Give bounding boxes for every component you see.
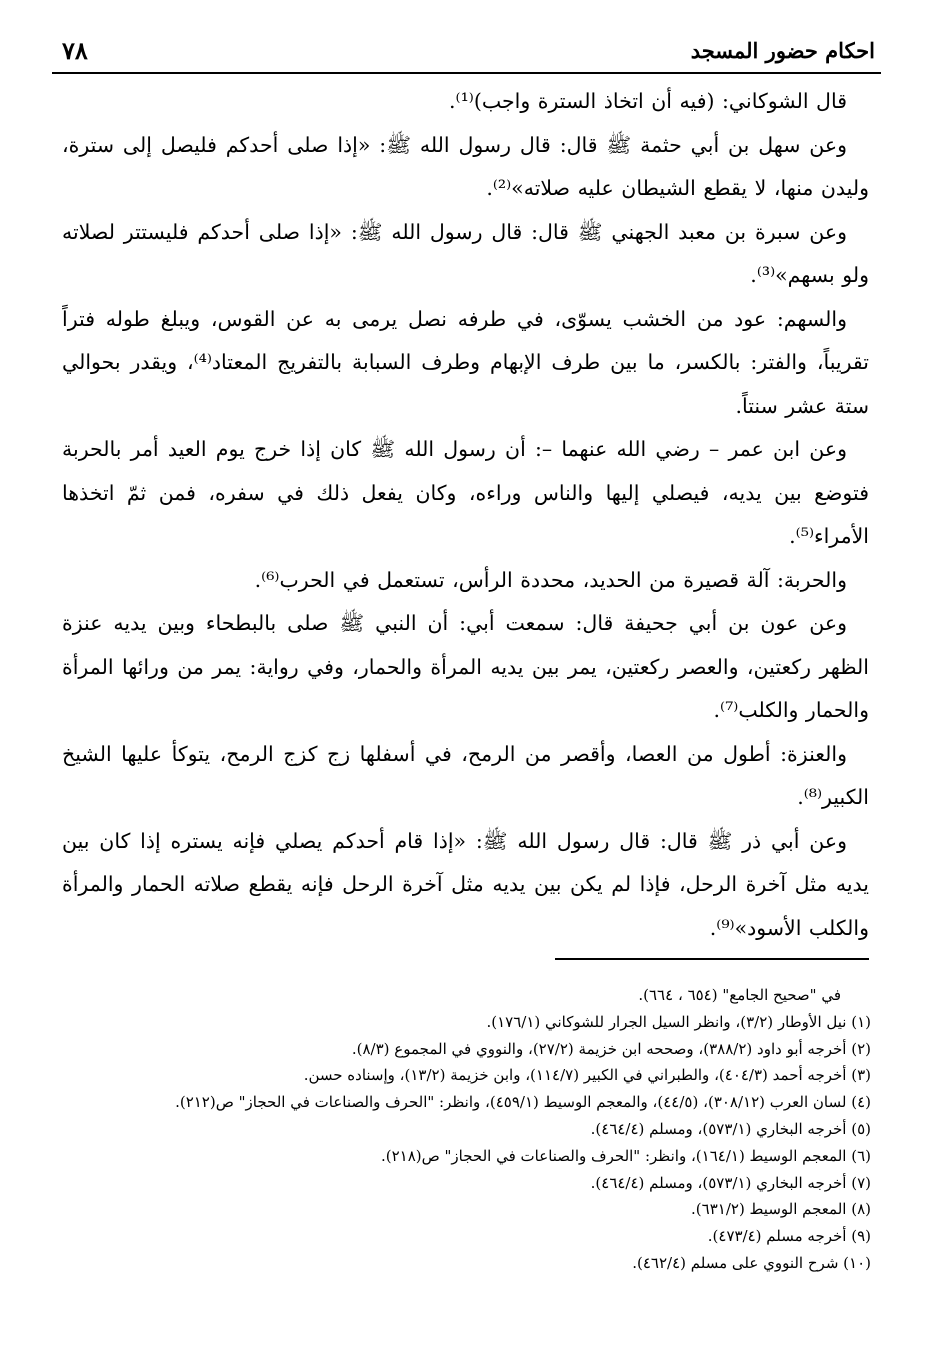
running-header: [52, 34, 881, 74]
paragraph: والسهم: عود من الخشب يسوّى، في طرفه نصل يرمى به عن القوس، ويبلغ طوله فتراً تقريباً، والفتر: بالكسر، ما بين طرف الإبهام وطرف السبابة بالتفريج المعتاد⁽⁴⁾، ويقدر بحوالي ستة عشر سنتاً.: [62, 306, 869, 418]
paragraph: وعن أبي ذر ﷺ قال: قال رسول الله ﷺ: «إذا قام أحدكم يصلي فإنه يستره إذا كان بين يديه مثل آخرة الرحل، فإذا لم يكن بين يديه مثل آخرة الرحل فإنه يقطع صلاته الحمار والمرأة والكلب الأسود»⁽⁹⁾.: [62, 828, 869, 940]
paragraph: وعن ابن عمر – رضي الله عنهما –: أن رسول الله ﷺ كان إذا خرج يوم العيد أمر بالحربة فتوضع بين يديه، فيصلي إليها والناس وراءه، وكان يفعل ذلك في سفره، فمن ثمّ اتخذها الأمراء⁽⁵⁾.: [62, 437, 869, 548]
paragraph: والعنزة: أطول من العصا، وأقصر من الرمح، في أسفلها زج كزج الرمح، يتوكأ عليها الشيخ الكبير⁽⁸⁾.: [62, 741, 869, 809]
footnote: (٦) المعجم الوسيط (١٦٤/١)، وانظر: "الحرف والصناعات في الحجاز" ص(٢١٨).: [380, 1146, 871, 1165]
footnote: (١٠) شرح النووي على مسلم (٤٦٢/٤).: [632, 1253, 871, 1272]
footnotes: [62, 982, 871, 1342]
page-number: ٧٨: [62, 36, 88, 65]
paragraph: والحربة: آلة قصيرة من الحديد، محددة الرأس، تستعمل في الحرب⁽⁶⁾.: [254, 567, 847, 592]
footnote: (١) نيل الأوطار (٣/٢)، وانظر السيل الجرار للشوكاني (١٧٦/١).: [486, 1012, 871, 1031]
footnote: في "صحيح الجامع" (٦٥٤ ، ٦٦٤).: [638, 986, 841, 1004]
footnote-separator: [555, 958, 869, 960]
main-text: [62, 80, 869, 942]
footnote: (٣) أخرجه أحمد (٤٠٤/٣)، والطبراني في الكبير (١١٤/٧)، وابن خزيمة (١٣/٢)، وإسناده حسن.: [303, 1066, 871, 1085]
footnote: (٨) المعجم الوسيط (٦٣١/٢).: [691, 1200, 871, 1219]
footnote: (٢) أخرجه أبو داود (٣٨٨/٢)، وصححه ابن خزيمة (٢٧/٢)، والنووي في المجموع (٨/٣).: [351, 1039, 871, 1058]
footnote: (٥) أخرجه البخاري (٥٧٣/١)، ومسلم (٤٦٤/٤).: [590, 1119, 871, 1138]
paragraph: وعن سهل بن أبي حثمة ﷺ قال: قال رسول الله ﷺ: «إذا صلى أحدكم فليصل إلى سترة، وليدن منها، لا يقطع الشيطان عليه صلاته»⁽²⁾.: [62, 132, 869, 200]
footnote: (٤) لسان العرب (٣٠٨/١٢)، (٤٤/٥)، والمعجم الوسيط (٤٥٩/١)، وانظر: "الحرف والصناعات في الحجاز" ص(٢١٢).: [175, 1093, 871, 1112]
footnote: (٩) أخرجه مسلم (٤٧٣/٤).: [707, 1227, 871, 1246]
footnote: (٧) أخرجه البخاري (٥٧٣/١)، ومسلم (٤٦٤/٤).: [590, 1173, 871, 1192]
header-title: احكام حضور المسجد: [690, 38, 875, 63]
paragraph: وعن سبرة بن معبد الجهني ﷺ قال: قال رسول الله ﷺ: «إذا صلى أحدكم فليستتر لصلاته ولو بسهم»⁽³⁾.: [62, 219, 869, 287]
paragraph: وعن عون بن أبي جحيفة قال: سمعت أبي: أن النبي ﷺ صلى بالبطحاء وبين يديه عنزة الظهر ركعتين، والعصر ركعتين، يمر بين يديه المرأة والحمار، وفي رواية: يمر من ورائها المرأة والحمار والكلب⁽⁷⁾.: [62, 611, 869, 722]
paragraph: قال الشوكاني: (فيه أن اتخاذ السترة واجب)⁽¹⁾.: [449, 89, 847, 113]
